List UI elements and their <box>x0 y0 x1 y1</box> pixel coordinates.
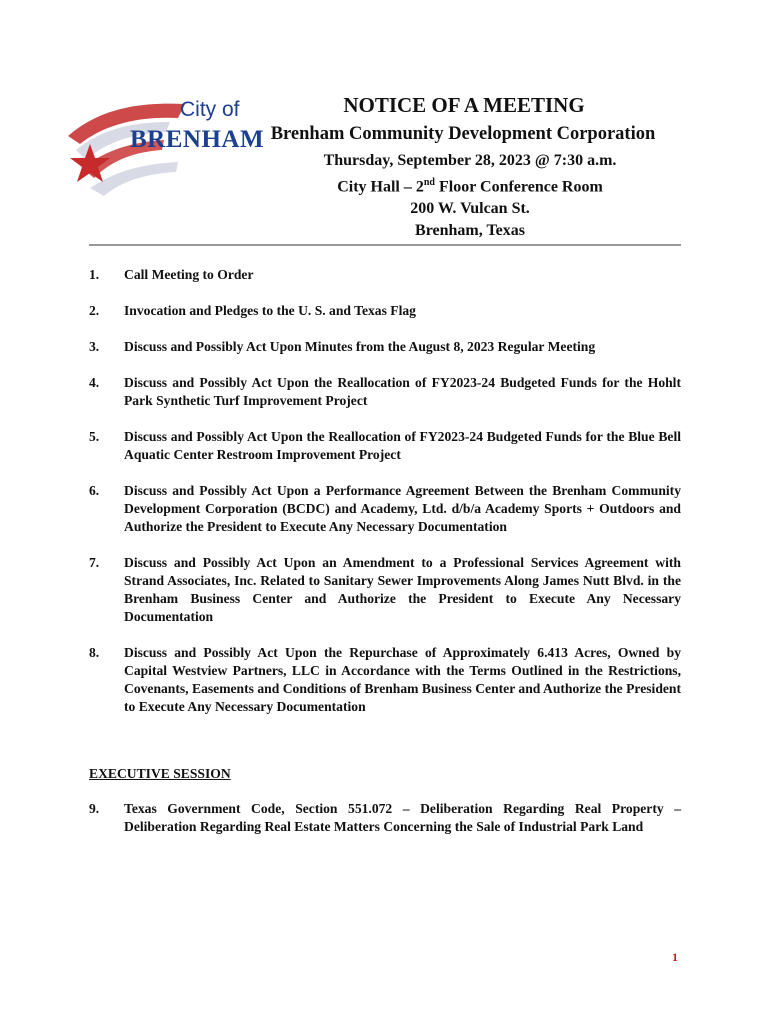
meeting-header <box>250 93 690 240</box>
item-text: Discuss and Possibly Act Upon an Amendment to a Professional Services Agreement with Strand Associates, Inc. Related to Sanitary Sewer Improvements Along James Nutt Blvd. in the Brenham Business Center and Authorize the President to Execute Any Necessary Documentation <box>124 555 681 624</box>
meeting-city: Brenham, Texas <box>415 222 525 240</box>
page-title: NOTICE OF A MEETING <box>343 93 585 117</box>
executive-session-heading: EXECUTIVE SESSION <box>89 766 231 781</box>
meeting-address: 200 W. Vulcan St. <box>410 200 530 218</box>
logo-city-of: City of <box>180 98 240 121</box>
agenda-item <box>89 428 681 464</box>
item-number: 4. <box>89 375 100 390</box>
executive-agenda-list <box>89 800 681 836</box>
item-number: 1. <box>89 267 100 282</box>
item-number: 9. <box>89 801 100 816</box>
organization-name: Brenham Community Development Corporation <box>270 124 656 144</box>
item-number: 5. <box>89 429 100 444</box>
item-number: 7. <box>89 555 100 570</box>
item-number: 6. <box>89 483 100 498</box>
item-text: Texas Government Code, Section 551.072 – Deliberation Regarding Real Property – Deliberation Regarding Real Estate Matters Concerning the Sale of Industrial Park Land <box>124 801 681 834</box>
agenda-item <box>89 266 681 284</box>
meeting-location <box>250 173 690 196</box>
agenda-item <box>89 338 681 356</box>
city-of-brenham-logo <box>60 92 265 202</box>
agenda-item <box>89 800 681 836</box>
agenda-item <box>89 374 681 410</box>
item-text: Invocation and Pledges to the U. S. and Texas Flag <box>124 303 416 318</box>
agenda-item <box>89 482 681 536</box>
item-text: Discuss and Possibly Act Upon the Repurchase of Approximately 6.413 Acres, Owned by Capital Westview Partners, LLC in Accordance with the Terms Outlined in the Restrictions, Covenants, Easements and Conditions of Brenham Business Center and Authorize the President to Execute Any Necessary Documentation <box>124 645 681 714</box>
item-text: Discuss and Possibly Act Upon Minutes from the August 8, 2023 Regular Meeting <box>124 339 596 354</box>
location-prefix: City Hall – 2 <box>337 178 424 196</box>
item-text: Discuss and Possibly Act Upon the Reallocation of FY2023-24 Budgeted Funds for the Hohlt Park Synthetic Turf Improvement Project <box>124 375 681 408</box>
item-text: Discuss and Possibly Act Upon the Reallocation of FY2023-24 Budgeted Funds for the Blue Bell Aquatic Center Restroom Improvement Project <box>124 429 681 462</box>
meeting-date-time: Thursday, September 28, 2023 @ 7:30 a.m. <box>323 152 617 169</box>
page-number: 1 <box>672 950 678 964</box>
agenda-item <box>89 644 681 716</box>
item-number: 3. <box>89 339 100 354</box>
location-superscript: nd <box>423 177 435 188</box>
item-text: Discuss and Possibly Act Upon a Performance Agreement Between the Brenham Community Development Corporation (BCDC) and Academy, Ltd. d/b/a Academy Sports + Outdoors and Authorize the President to Execute Any Necessary Documentation <box>124 483 681 534</box>
item-text: Call Meeting to Order <box>124 267 254 282</box>
agenda-item <box>89 554 681 626</box>
item-number: 2. <box>89 303 100 318</box>
logo-brenham: BRENHAM <box>130 126 265 153</box>
item-number: 8. <box>89 645 100 660</box>
agenda-item <box>89 302 681 320</box>
agenda-list <box>89 266 681 716</box>
location-suffix: Floor Conference Room <box>434 178 603 196</box>
header-divider <box>89 244 681 246</box>
